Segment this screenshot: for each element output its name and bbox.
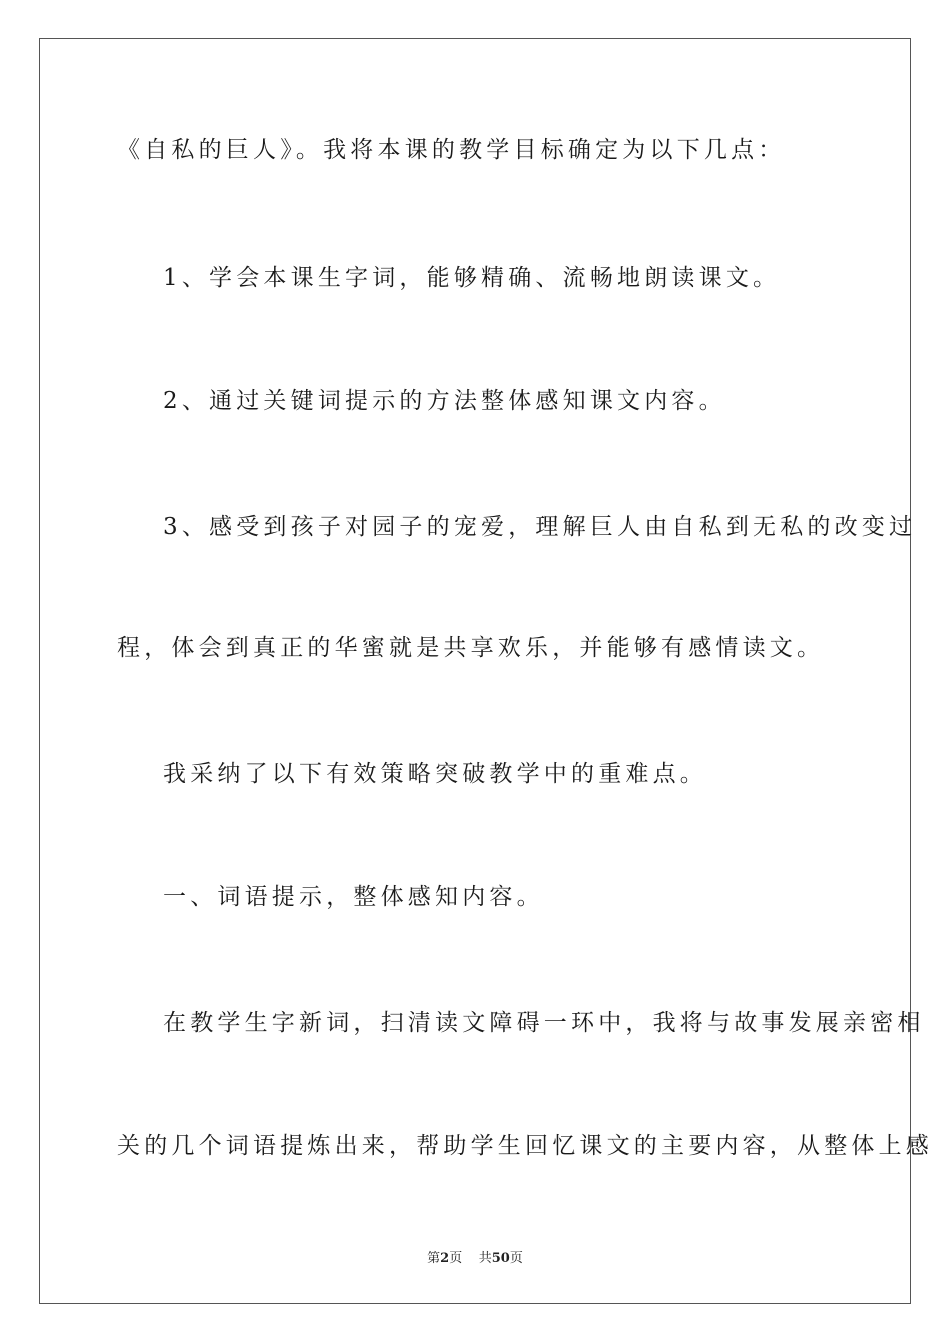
- text-line-9: 关的几个词语提炼出来，帮助学生回忆课文的主要内容，从整体上感: [117, 1133, 933, 1159]
- footer-page-suffix: 页: [449, 1251, 463, 1266]
- footer-total-suffix: 页: [509, 1251, 523, 1266]
- text-line-7: 一、词语提示，整体感知内容。: [163, 884, 544, 910]
- page-border: [39, 38, 911, 1304]
- footer-page-prefix: 第: [427, 1251, 441, 1266]
- footer-total-prefix: 共: [478, 1251, 492, 1266]
- footer-total-pages: 50: [491, 1251, 510, 1266]
- text-line-3: 2、通过关键词提示的方法整体感知课文内容。: [163, 388, 726, 414]
- text-line-6: 我采纳了以下有效策略突破教学中的重难点。: [163, 761, 707, 787]
- text-line-1: 《自私的巨人》。我将本课的教学目标确定为以下几点：: [117, 137, 786, 163]
- text-line-4: 3、感受到孩子对园子的宠爱，理解巨人由自私到无私的改变过: [163, 514, 917, 540]
- page-footer: [0, 1247, 950, 1266]
- text-line-2: 1、学会本课生字词，能够精确、流畅地朗读课文。: [163, 265, 781, 291]
- footer-page-number: 2: [440, 1251, 450, 1266]
- text-line-8: 在教学生字新词，扫清读文障碍一环中，我将与故事发展亲密相: [163, 1010, 925, 1036]
- text-line-5: 程，体会到真正的华蜜就是共享欢乐，并能够有感情读文。: [117, 635, 825, 661]
